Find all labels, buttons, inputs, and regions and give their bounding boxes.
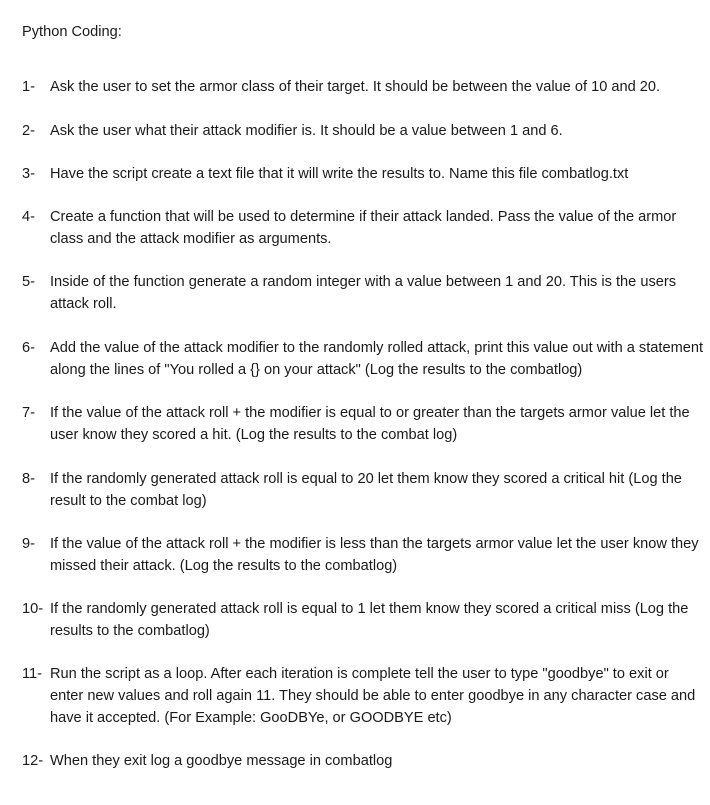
list-item	[22, 663, 706, 729]
list-item-text: If the value of the attack roll + the modifier is less than the targets armor value let the user know they missed their attack. (Log the results to the combatlog)	[50, 536, 699, 574]
list-item	[22, 598, 706, 642]
list-item-number: 8-	[22, 471, 35, 487]
list-item	[22, 163, 706, 185]
list-item-number: 4-	[22, 209, 35, 225]
list-item-text: Ask the user to set the armor class of their target. It should be between the value of 10 and 20.	[50, 79, 661, 95]
list-item-text: Ask the user what their attack modifier is. It should be a value between 1 and 6.	[50, 123, 563, 139]
list-item-text: Add the value of the attack modifier to the randomly rolled attack, print this value out with a statement along the lines of "You rolled a {} on your attack" (Log the results to the combatlog)	[50, 340, 704, 378]
list-item-text: Inside of the function generate a random integer with a value between 1 and 20. This is the users attack roll.	[50, 274, 677, 312]
list-item-text: If the value of the attack roll + the modifier is equal to or greater than the targets armor value let the user know they scored a hit. (Log the results to the combat log)	[50, 405, 690, 443]
list-item-number: 1-	[22, 79, 35, 95]
list-item-number: 10-	[22, 601, 44, 617]
list-item-number: 3-	[22, 166, 35, 182]
list-item-number: 9-	[22, 536, 35, 552]
list-item	[22, 402, 706, 446]
list-item	[22, 533, 706, 577]
list-item-number: 11-	[22, 666, 43, 682]
list-item	[22, 76, 706, 98]
list-item-number: 12-	[22, 753, 44, 769]
document-title: Python Coding:	[22, 24, 122, 40]
list-item-text: If the randomly generated attack roll is equal to 20 let them know they scored a critical hit (Log the result to the combat log)	[50, 471, 682, 509]
list-item-text: Run the script as a loop. After each iteration is complete tell the user to type "goodbye" to exit or enter new values and roll again 11. They should be able to enter goodbye in any character case and have it accepted. (For Example: GooDBYe, or GOODBYE etc)	[50, 666, 696, 726]
list-item	[22, 468, 706, 512]
list-item	[22, 337, 706, 381]
list-item-number: 6-	[22, 340, 35, 356]
list-item	[22, 206, 706, 250]
list-item	[22, 271, 706, 315]
list-item-number: 2-	[22, 123, 35, 139]
list-item-text: If the randomly generated attack roll is equal to 1 let them know they scored a critical miss (Log the results to the combatlog)	[50, 601, 689, 639]
list-item	[22, 120, 706, 142]
list-item-text: Create a function that will be used to determine if their attack landed. Pass the value of the armor class and the attack modifier as arguments.	[50, 209, 677, 247]
list-item-number: 7-	[22, 405, 35, 421]
list-item-text: Have the script create a text file that it will write the results to. Name this file combatlog.txt	[50, 166, 629, 182]
list-item-number: 5-	[22, 274, 35, 290]
list-item-text: When they exit log a goodbye message in combatlog	[50, 753, 393, 769]
list-item	[22, 750, 706, 772]
